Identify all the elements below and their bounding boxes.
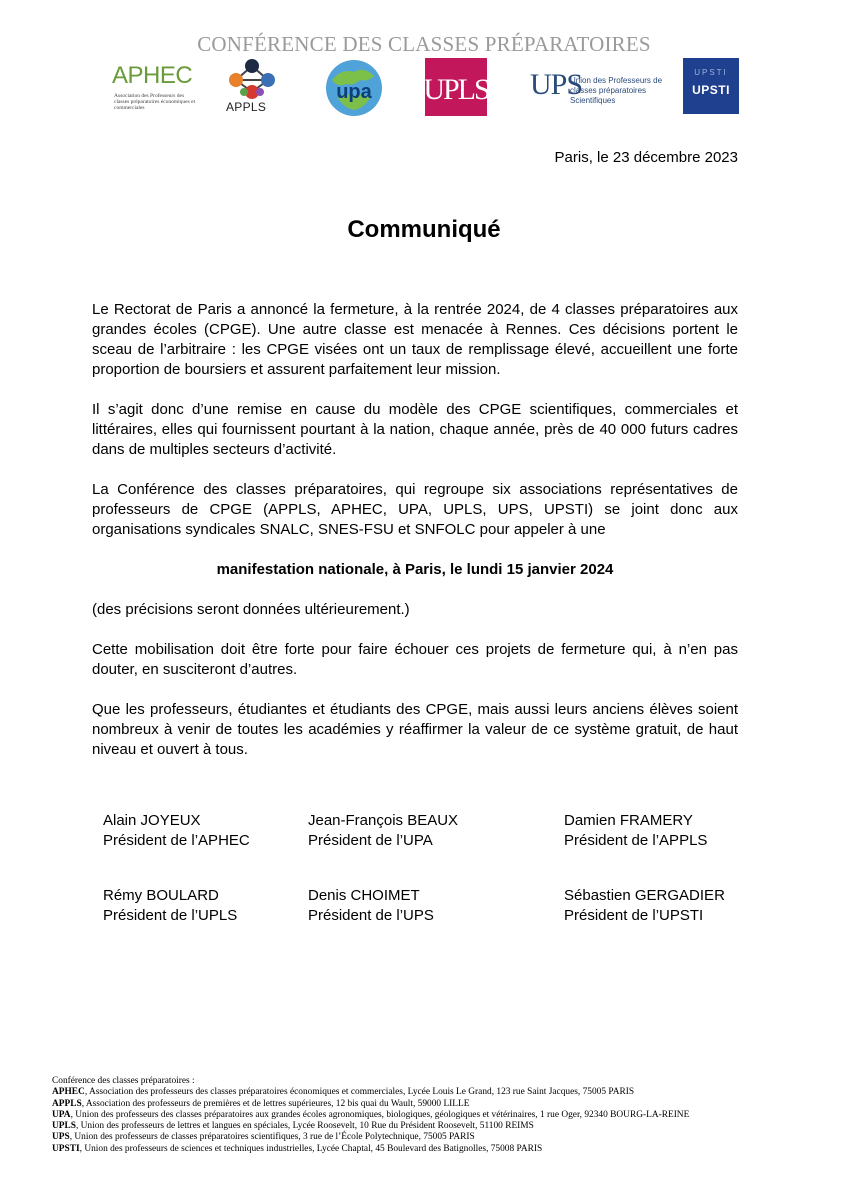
upa-logo xyxy=(324,58,384,118)
signature-title: Président de l’UPSTI xyxy=(564,907,704,924)
signature-title: Président de l’UPA xyxy=(308,832,433,849)
footer-abbr: UPS xyxy=(52,1132,70,1143)
signature-block xyxy=(564,886,725,926)
upa-logo-word: upa xyxy=(336,81,372,103)
footer-intro: Conférence des classes préparatoires : xyxy=(52,1076,195,1086)
signature-name: Alain JOYEUX xyxy=(103,812,201,829)
ups-logo-text: Union des Professeurs de classes préparatoires Scientifiques xyxy=(570,76,663,105)
footer-abbr: UPA xyxy=(52,1109,71,1120)
paragraph-model: Il s’agit donc d’une remise en cause du modèle des CPGE scientifiques, commerciales et littéraires, elles qui fournissent pourtant à la nation, chaque année, près de 40 000 futurs cadres dans de multiples secteurs d’activité. xyxy=(92,401,738,458)
footer-text: , Union des professeurs des classes préparatoires aux grandes écoles agronomiques, biologiques, géologiques et vétérinaires, 1 rue Oger, 92340 BOURG-LA-REINE xyxy=(70,1109,690,1120)
footer-line xyxy=(52,1087,772,1098)
footer-addresses xyxy=(52,1076,772,1155)
signature-block xyxy=(103,886,237,926)
signature-block xyxy=(308,886,434,926)
signature-name: Rémy BOULARD xyxy=(103,887,219,904)
appls-network-icon xyxy=(222,58,282,100)
paragraph-call: Que les professeurs, étudiantes et étudiants des CPGE, mais aussi leurs anciens élèves soient nombreux à venir de toutes les académies y réaffirmer la valeur de ce système gratuit, de haut niveau et ouvert à tous. xyxy=(92,701,738,758)
upa-globe-icon xyxy=(324,58,384,118)
footer-text: , Union des professeurs de lettres et langues en spéciales, Lycée Roosevelt, 10 Rue du Président Roosevelt, 51100 REIMS xyxy=(75,1121,534,1132)
communique-body xyxy=(92,300,738,780)
paragraph-mobilisation: Cette mobilisation doit être forte pour faire échouer ces projets de fermeture qui, à n’en pas douter, en susciteront d’autres. xyxy=(92,641,738,678)
signature-name: Sébastien GERGADIER xyxy=(564,887,725,904)
footer-text: , Association des professeurs de premières et de lettres supérieures, 12 bis quai du Wault, 59000 LILLE xyxy=(81,1098,470,1109)
signature-name: Jean-François BEAUX xyxy=(308,812,459,829)
footer-abbr: UPLS xyxy=(52,1121,76,1132)
paragraph-announcement: Le Rectorat de Paris a annoncé la fermeture, à la rentrée 2024, de 4 classes préparatoires aux grandes écoles (CPGE). Une autre classe est menacée à Rennes. Ces décisions portent le sceau de l’arbitraire : les CPGE visées ont un taux de remplissage élevé, accueillent une forte proportion de boursiers et assurent parfaitement leur mission. xyxy=(92,301,738,378)
footer-line xyxy=(52,1132,772,1143)
aphec-logo-subtitle: Association des Professeurs des classes préparatoires économiques et commerciales xyxy=(114,93,196,111)
footer-text: , Union des professeurs de sciences et techniques industrielles, Lycée Chaptal, 45 Boulevard des Batignolles, 75008 PARIS xyxy=(79,1143,543,1154)
footer-text: , Union des professeurs de classes préparatoires scientifiques, 3 rue de l’École Polytechnique, 75005 PARIS xyxy=(69,1132,475,1143)
upsti-logo-mark: UPSTI xyxy=(694,68,728,77)
footer-line xyxy=(52,1144,772,1155)
logo-row xyxy=(0,58,848,120)
document-date: Paris, le 23 décembre 2023 xyxy=(554,149,738,166)
paragraph-demonstration: manifestation nationale, à Paris, le lundi 15 janvier 2024 xyxy=(216,561,614,578)
signature-name: Denis CHOIMET xyxy=(308,887,420,904)
upsti-logo xyxy=(683,58,739,114)
appls-logo-word: APPLS xyxy=(226,100,267,114)
signature-block xyxy=(564,811,707,851)
upls-logo-word: UPLS xyxy=(425,73,487,106)
footer-text: , Association des professeurs des classes préparatoires économiques et commerciales, Lycée Louis Le Grand, 123 rue Saint Jacques, 75005 PARIS xyxy=(84,1087,635,1098)
ups-logo-word: UPS xyxy=(530,68,583,101)
paragraph-details: (des précisions seront données ultérieurement.) xyxy=(92,601,410,618)
appls-logo xyxy=(222,58,282,118)
signature-block xyxy=(103,811,250,851)
ups-logo xyxy=(530,58,663,118)
footer-abbr: APHEC xyxy=(52,1087,85,1098)
aphec-logo-word: APHEC xyxy=(112,62,193,89)
signature-title: Président de l’UPLS xyxy=(103,907,238,924)
signature-title: Président de l’UPS xyxy=(308,907,434,924)
signature-title: Président de l’APHEC xyxy=(103,832,250,849)
paragraph-conference: La Conférence des classes préparatoires, qui regroupe six associations représentatives de professeurs de CPGE (APPLS, APHEC, UPA, UPLS, UPS, UPSTI) se joint donc aux organisations syndicales SNALC, SNES-FSU et SNFOLC pour appeler à une xyxy=(92,481,738,538)
footer-line xyxy=(52,1099,772,1110)
upls-mark-icon xyxy=(425,58,487,116)
page-title: Communiqué xyxy=(347,216,501,243)
signature-name: Damien FRAMERY xyxy=(564,812,693,829)
upsti-logo-word: UPSTI xyxy=(692,83,730,97)
aphec-logo xyxy=(112,58,196,118)
header-title: CONFÉRENCE DES CLASSES PRÉPARATOIRES xyxy=(197,32,651,56)
footer-line xyxy=(52,1110,772,1121)
signature-block xyxy=(308,811,458,851)
footer-line xyxy=(52,1121,772,1132)
signature-title: Président de l’APPLS xyxy=(564,832,708,849)
upls-logo xyxy=(425,58,487,118)
footer-abbr: UPSTI xyxy=(52,1143,80,1154)
footer-abbr: APPLS xyxy=(52,1098,82,1109)
